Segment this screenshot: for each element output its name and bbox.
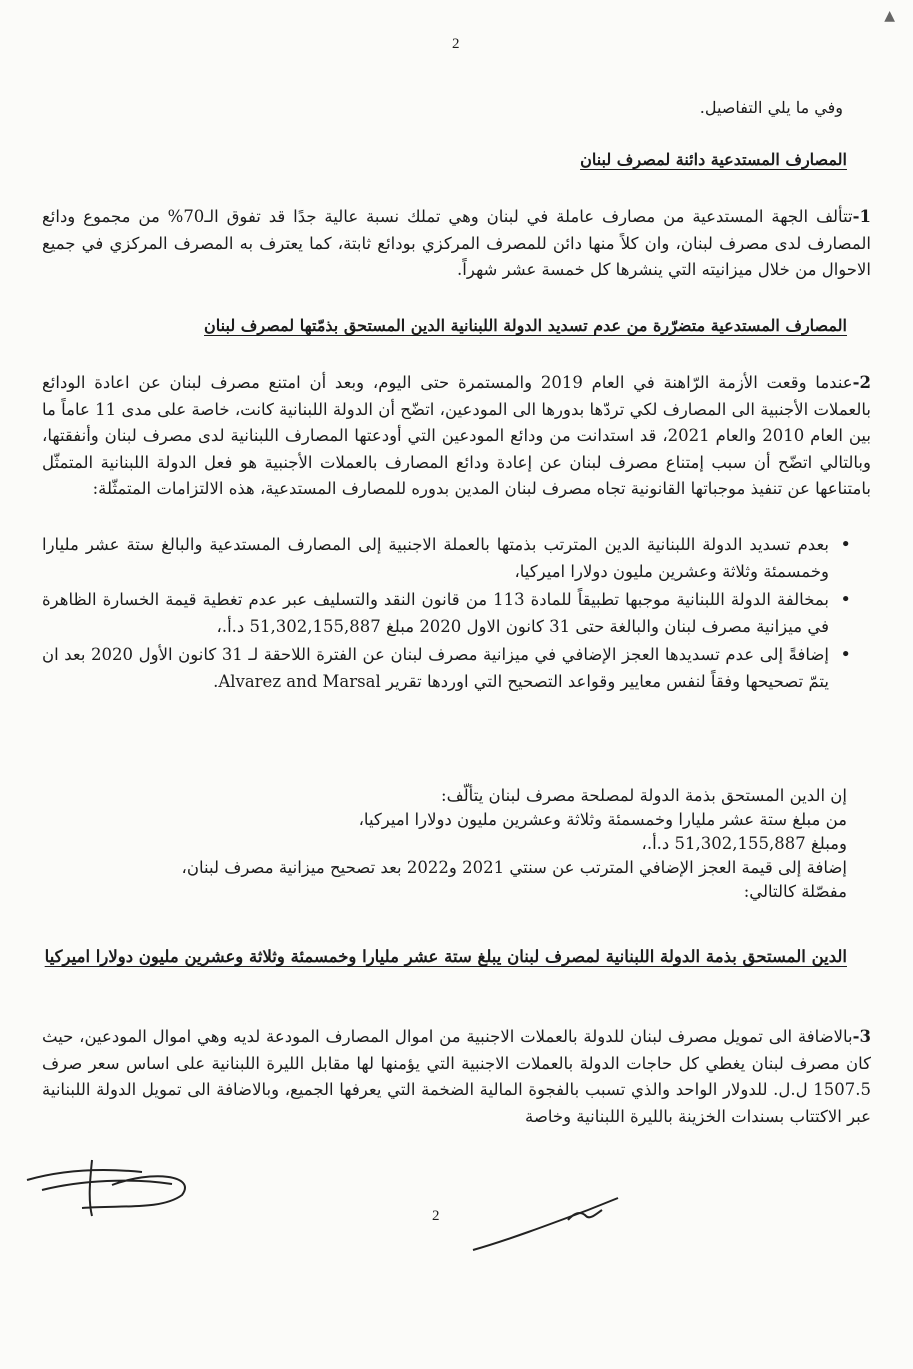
bullet-item: • إضافةً إلى عدم تسديدها العجز الإضافي في ميزانية مصرف لبنان عن الفترة اللاحقة لـ 31 كانون الأول 2020 بعد ان يتمّ تصحيحها وفقاً لنفس معايير وقواعد التصحيح التي اوردها تقرير Alvarez and Marsal. — [42, 642, 829, 695]
intro-line: وفي ما يلي التفاصيل. — [699, 98, 843, 117]
section2-heading: المصارف المستدعية متضرّرة من عدم تسديد الدولة اللبنانية الدين المستحق بذمّتها لمصرف لبنان — [204, 316, 847, 335]
section1-heading: المصارف المستدعية دائنة لمصرف لبنان — [580, 150, 847, 169]
signature-left-icon — [22, 1150, 212, 1220]
section1-text: تتألف الجهة المستدعية من مصارف عاملة في لبنان وهي تملك نسبة عالية جدًا قد تفوق الـ70% من مجموع ودائع المصارف لدى مصرف لبنان، وان كلاً منها دائن للمصرف المركزي بودائع ثابتة، كما يعترف به المصرف المركزي في جميع الاحوال من خلال ميزانيته التي ينشرها كل خمسة عشر شهراً. — [42, 207, 871, 279]
page-number-bottom: 2 — [432, 1208, 440, 1224]
section3-text: بالاضافة الى تمويل مصرف لبنان للدولة بالعملات الاجنبية من اموال المصارف المودعة لديه وهي اموال المودعين، حيث كان مصرف لبنان يغطي كل حاجات الدولة بالعملات الاجنبية التي يؤمنها لها مقابل الليرة اللبنانية على اساس سعر صرف 1507.5 ل.ل. للدولار الواحد والذي تسبب بالفجوة المالية الضخمة التي يعرفها الجميع، وبالاضافة الى تمويل الدولة اللبنانية عبر الاكتتاب بسندات الخزينة بالليرة اللبنانية وخاصة — [42, 1027, 871, 1126]
corner-mark: ▲ — [884, 8, 895, 24]
debt-summary-line: من مبلغ ستة عشر مليارا وخمسمئة وثلاثة وعشرين مليون دولارا اميركيا، — [358, 810, 847, 829]
debt-summary-line: إن الدين المستحق بذمة الدولة لمصلحة مصرف لبنان يتألّف: — [441, 786, 847, 805]
section3-paragraph — [42, 1024, 871, 1130]
section2-number: 2- — [852, 373, 871, 392]
debt-summary-line: ومبلغ 51,302,155,887 د.أ.، — [641, 834, 847, 853]
debt-summary — [42, 784, 847, 904]
section2-bullet-list — [42, 532, 851, 697]
bullet-item: • بمخالفة الدولة اللبنانية موجبها تطبيقاً للمادة 113 من قانون النقد والتسليف عبر عدم تغطية قيمة الخسارة الظاهرة في ميزانية مصرف لبنان والبالغة حتى 31 كانون الاول 2020 مبلغ 51,302,155,887 د.أ.، — [42, 587, 829, 640]
section2-text: عندما وقعت الأزمة الرّاهنة في العام 2019 والمستمرة حتى اليوم، وبعد أن امتنع مصرف لبنان عن اعادة الودائع بالعملات الأجنبية الى المصارف لكي تردّها بدورها الى المودعين، اتضّح أن الدولة اللبنانية كانت، خاصة على مدى 11 عاماً ما بين العام 2010 والعام 2021، قد استدانت من ودائع المودعين التي أودعتها المصارف اللبنانية لدى مصرف لبنان وأنفقتها، وبالتالي اتضّح أن سبب إمتناع مصرف لبنان عن إعادة ودائع المصارف بالعملات الأجنبية هو فعل الدولة اللبنانية المتمثّل بامتناعها عن تنفيذ موجباتها القانونية تجاه مصرف لبنان المدين بدوره للمصارف المستدعية، هذه الالتزامات المتمثّلة: — [42, 373, 872, 498]
section3-heading: الدين المستحق بذمة الدولة اللبنانية لمصرف لبنان يبلغ ستة عشر مليارا وخمسمئة وثلاثة وعشرين مليون دولارا اميركيا — [44, 947, 847, 966]
page-number-top: 2 — [452, 36, 460, 52]
section1-number: 1- — [852, 207, 871, 226]
bullet-item: • بعدم تسديد الدولة اللبنانية الدين المترتب بذمتها بالعملة الاجنبية إلى المصارف المستدعية والبالغ ستة عشر مليارا وخمسمئة وثلاثة وعشرين مليون دولارا اميركيا، — [42, 532, 829, 585]
section2-paragraph — [42, 370, 871, 503]
section1-paragraph — [42, 204, 871, 284]
debt-summary-line: مفصّلة كالتالي: — [743, 882, 847, 901]
section3-number: 3- — [852, 1027, 871, 1046]
debt-summary-line: إضافة إلى قيمة العجز الإضافي المترتب عن سنتي 2021 و2022 بعد تصحيح ميزانية مصرف لبنان، — [181, 858, 847, 877]
signature-right-icon — [468, 1180, 628, 1255]
